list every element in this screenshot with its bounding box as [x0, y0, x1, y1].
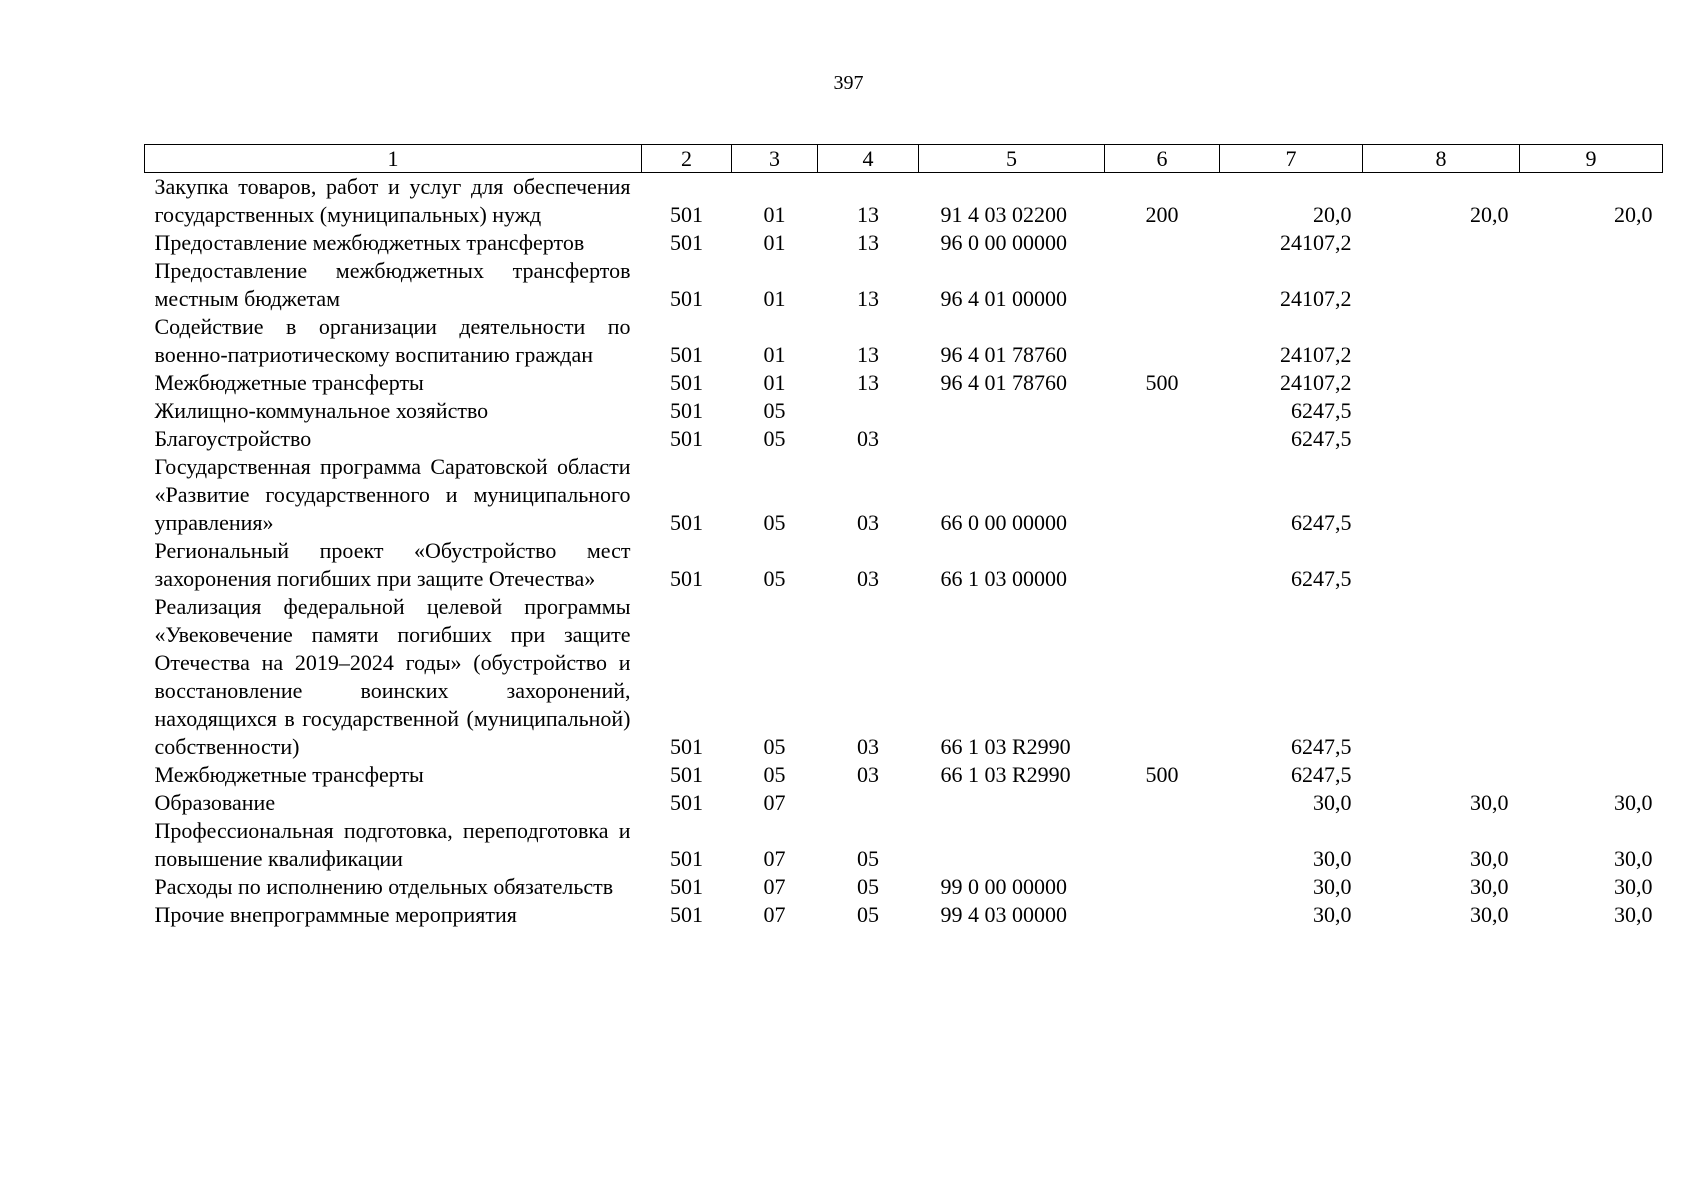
header-cell-4: 4: [818, 145, 919, 173]
cell-expense-type: [1105, 537, 1220, 593]
cell-target-code: 96 4 01 78760: [940, 370, 1067, 395]
cell-expense-type: [1105, 817, 1220, 873]
cell-admin: 501: [670, 398, 703, 423]
cell-target-code: 99 4 03 00000: [940, 902, 1067, 927]
row-name: Жилищно-коммунальное хозяйство: [154, 398, 489, 423]
cell-subsection: 13: [857, 342, 879, 367]
budget-table: [144, 144, 1663, 929]
cell-amount-8: [1363, 257, 1520, 313]
cell-expense-type: [1105, 873, 1220, 901]
cell-subsection: 05: [857, 902, 879, 927]
row-name: Межбюджетные трансферты: [154, 762, 424, 787]
cell-target-code: 96 4 01 00000: [940, 286, 1067, 311]
header-cell-9: 9: [1520, 145, 1663, 173]
cell-section: 07: [763, 902, 786, 927]
cell-amount-9: [1520, 761, 1663, 789]
cell-amount-8: [1363, 397, 1520, 425]
cell-admin: 501: [670, 202, 703, 227]
cell-target-code: 99 0 00 00000: [940, 874, 1067, 899]
cell-admin: 501: [670, 286, 703, 311]
table-row: [145, 397, 1663, 425]
cell-amount-9: 20,0: [1614, 202, 1653, 227]
header-cell-5: 5: [919, 145, 1105, 173]
cell-amount-9: [1520, 537, 1663, 593]
cell-admin: 501: [670, 762, 703, 787]
cell-amount-8: 30,0: [1470, 874, 1509, 899]
cell-section: 07: [763, 790, 786, 815]
table-row: [145, 817, 1663, 873]
cell-amount-9: [1520, 313, 1663, 369]
cell-section: 05: [763, 762, 786, 787]
table-row: [145, 593, 1663, 761]
cell-expense-type: [1105, 789, 1220, 817]
table-row: [145, 425, 1663, 453]
cell-subsection: 03: [857, 426, 879, 451]
cell-subsection: 05: [857, 846, 879, 871]
cell-amount-7: 6247,5: [1291, 426, 1352, 451]
cell-amount-7: 24107,2: [1280, 342, 1352, 367]
cell-amount-9: 30,0: [1614, 790, 1653, 815]
row-name: Прочие внепрограммные мероприятия: [154, 902, 517, 927]
row-name: Региональный проект «Обустройство мест захоронения погибших при защите Отечества»: [154, 538, 631, 591]
table-row: [145, 369, 1663, 397]
table-row: [145, 789, 1663, 817]
cell-amount-7: 30,0: [1313, 790, 1352, 815]
cell-amount-7: 6247,5: [1291, 510, 1352, 535]
row-name: Предоставление межбюджетных трансфертов местным бюджетам: [154, 258, 631, 311]
cell-expense-type: [1105, 593, 1220, 761]
row-name: Предоставление межбюджетных трансфертов: [154, 230, 585, 255]
cell-section: 07: [763, 874, 786, 899]
table-row: [145, 313, 1663, 369]
cell-target-code: 66 1 03 R2990: [940, 734, 1071, 759]
cell-admin: 501: [670, 230, 703, 255]
cell-amount-8: [1363, 229, 1520, 257]
table-row: [145, 257, 1663, 313]
row-name: Реализация федеральной целевой программы «Увековечение памяти погибших при защите Отечества на 2019–2024 годы» (обустройство и восстановление воинских захоронений, находящихся в государственной (муниципальной) собственности): [154, 594, 631, 759]
cell-target-code: [919, 425, 1105, 453]
cell-amount-8: [1363, 593, 1520, 761]
cell-admin: 501: [670, 566, 703, 591]
table-row: [145, 453, 1663, 537]
cell-target-code: [919, 817, 1105, 873]
cell-amount-9: [1520, 369, 1663, 397]
cell-amount-8: [1363, 761, 1520, 789]
cell-target-code: [919, 789, 1105, 817]
cell-target-code: [919, 397, 1105, 425]
cell-subsection: 03: [857, 510, 879, 535]
cell-amount-9: [1520, 593, 1663, 761]
cell-subsection: 03: [857, 762, 879, 787]
cell-admin: 501: [670, 902, 703, 927]
row-name: Образование: [154, 790, 276, 815]
table-row: [145, 537, 1663, 593]
row-name: Государственная программа Саратовской области «Развитие государственного и муниципального управления»: [154, 454, 631, 535]
cell-section: 05: [763, 510, 786, 535]
header-cell-2: 2: [642, 145, 732, 173]
cell-amount-7: 24107,2: [1280, 370, 1352, 395]
cell-amount-7: 24107,2: [1280, 230, 1352, 255]
cell-amount-7: 24107,2: [1280, 286, 1352, 311]
row-name: Межбюджетные трансферты: [154, 370, 424, 395]
cell-amount-8: 20,0: [1470, 202, 1509, 227]
cell-amount-7: 30,0: [1313, 874, 1352, 899]
table-row: [145, 761, 1663, 789]
cell-admin: 501: [670, 874, 703, 899]
header-cell-6: 6: [1105, 145, 1220, 173]
cell-expense-type: [1105, 453, 1220, 537]
cell-amount-9: 30,0: [1614, 846, 1653, 871]
cell-amount-8: 30,0: [1470, 790, 1509, 815]
cell-amount-7: 30,0: [1313, 902, 1352, 927]
table-row: [145, 173, 1663, 230]
cell-amount-8: [1363, 425, 1520, 453]
cell-expense-type: 200: [1145, 202, 1179, 227]
cell-admin: 501: [670, 790, 703, 815]
cell-section: 05: [763, 426, 786, 451]
row-name: Профессиональная подготовка, переподготовка и повышение квалификации: [154, 818, 631, 871]
cell-amount-7: 6247,5: [1291, 762, 1352, 787]
cell-expense-type: [1105, 425, 1220, 453]
cell-subsection: 13: [857, 230, 879, 255]
cell-subsection: 05: [857, 874, 879, 899]
cell-subsection: 13: [857, 202, 879, 227]
header-cell-7: 7: [1220, 145, 1363, 173]
cell-amount-7: 6247,5: [1291, 734, 1352, 759]
cell-target-code: 66 1 03 R2990: [940, 762, 1071, 787]
cell-expense-type: [1105, 229, 1220, 257]
cell-amount-7: 6247,5: [1291, 566, 1352, 591]
row-name: Расходы по исполнению отдельных обязательств: [154, 874, 614, 899]
cell-expense-type: 500: [1145, 762, 1179, 787]
cell-section: 05: [763, 734, 786, 759]
cell-amount-9: [1520, 257, 1663, 313]
cell-expense-type: 500: [1145, 370, 1179, 395]
cell-target-code: 96 0 00 00000: [940, 230, 1067, 255]
cell-expense-type: [1105, 313, 1220, 369]
cell-amount-8: [1363, 369, 1520, 397]
cell-amount-8: [1363, 537, 1520, 593]
cell-section: 01: [763, 370, 786, 395]
cell-section: 05: [763, 398, 786, 423]
cell-admin: 501: [670, 342, 703, 367]
header-row: [145, 145, 1663, 173]
cell-admin: 501: [670, 370, 703, 395]
cell-subsection: 13: [857, 370, 879, 395]
cell-subsection: 13: [857, 286, 879, 311]
cell-amount-9: [1520, 229, 1663, 257]
cell-amount-7: 6247,5: [1291, 398, 1352, 423]
cell-target-code: 96 4 01 78760: [940, 342, 1067, 367]
cell-target-code: 66 1 03 00000: [940, 566, 1067, 591]
row-name: Содействие в организации деятельности по военно-патриотическому воспитанию граждан: [154, 314, 631, 367]
cell-expense-type: [1105, 397, 1220, 425]
header-cell-8: 8: [1363, 145, 1520, 173]
cell-section: 05: [763, 566, 786, 591]
cell-amount-7: 30,0: [1313, 846, 1352, 871]
cell-subsection: [818, 397, 919, 425]
cell-amount-9: [1520, 453, 1663, 537]
cell-section: 01: [763, 286, 786, 311]
cell-amount-7: 20,0: [1313, 202, 1352, 227]
cell-section: 07: [763, 846, 786, 871]
cell-subsection: 03: [857, 566, 879, 591]
header-cell-1: 1: [145, 145, 642, 173]
table-row: [145, 901, 1663, 929]
row-name: Благоустройство: [154, 426, 312, 451]
cell-admin: 501: [670, 426, 703, 451]
cell-admin: 501: [670, 734, 703, 759]
page-number: 397: [833, 72, 864, 94]
cell-subsection: [818, 789, 919, 817]
cell-amount-9: [1520, 425, 1663, 453]
cell-section: 01: [763, 230, 786, 255]
cell-section: 01: [763, 202, 786, 227]
cell-amount-9: 30,0: [1614, 874, 1653, 899]
table-row: [145, 873, 1663, 901]
cell-amount-9: [1520, 397, 1663, 425]
cell-amount-9: 30,0: [1614, 902, 1653, 927]
cell-subsection: 03: [857, 734, 879, 759]
cell-admin: 501: [670, 846, 703, 871]
cell-target-code: 91 4 03 02200: [940, 202, 1067, 227]
cell-amount-8: 30,0: [1470, 902, 1509, 927]
cell-section: 01: [763, 342, 786, 367]
cell-admin: 501: [670, 510, 703, 535]
cell-expense-type: [1105, 257, 1220, 313]
cell-amount-8: [1363, 313, 1520, 369]
cell-amount-8: 30,0: [1470, 846, 1509, 871]
header-cell-3: 3: [732, 145, 818, 173]
table-row: [145, 229, 1663, 257]
cell-amount-8: [1363, 453, 1520, 537]
cell-expense-type: [1105, 901, 1220, 929]
cell-target-code: 66 0 00 00000: [940, 510, 1067, 535]
row-name: Закупка товаров, работ и услуг для обеспечения государственных (муниципальных) нужд: [154, 174, 631, 227]
